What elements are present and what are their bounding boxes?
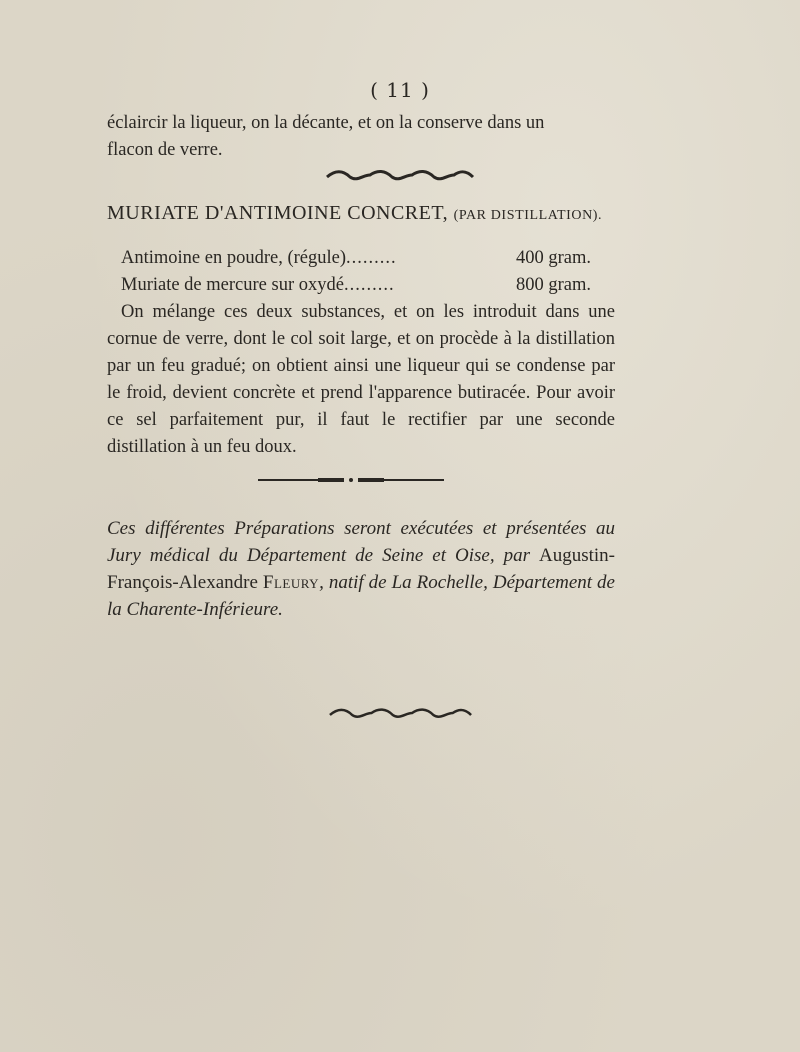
recipe-instructions: On mélange ces deux substances, et on les introduit dans une cornue de verre, dont le col soit large, et on procède à la distillation par un feu gradué; on obtient ainsi une liqueur qui se condense par le froid, devient concrète et prend l'apparence butiracée. Pour avoir ce sel parfaitement pur, il faut le rectifier par une seconde distillation à un feu doux. <box>107 302 615 457</box>
section-heading <box>107 202 627 225</box>
ingredient-row <box>107 245 591 272</box>
wave-ornament-top <box>0 168 800 187</box>
heading-main: MURIATE D'ANTIMOINE CONCRET, <box>107 202 449 224</box>
credits-origin: , natif de La Rochelle, Département de la Charente-Inférieure. <box>107 572 615 620</box>
heading-sub: (PAR DISTILLATION). <box>453 208 603 223</box>
page-number: ( 11 ) <box>370 78 430 102</box>
ingredient-row <box>107 272 591 299</box>
ingredient-name: Muriate de mercure sur oxydé <box>121 275 344 295</box>
continuation-paragraph <box>107 110 615 164</box>
ingredient-quantity: 800 gram. <box>515 275 591 295</box>
ingredient-quantity: 400 gram. <box>515 248 591 268</box>
credits-paragraph <box>107 515 615 623</box>
credits-intro: Ces différentes Préparations seront exécutées et présentées au Jury médical du Département de Seine et Oise, par <box>107 518 615 566</box>
ingredient-leader: ......... <box>343 275 395 295</box>
author-surname: Fleury <box>262 572 320 593</box>
continuation-line-1: éclaircir la liqueur, on la décante, et on la conserve dans un <box>107 113 545 133</box>
ingredient-name: Antimoine en poudre, (régule) <box>121 248 347 268</box>
ingredient-leader: ......... <box>346 248 397 268</box>
continuation-line-2: flacon de verre. <box>107 140 223 160</box>
recipe-section <box>107 245 615 480</box>
wave-ornament-icon <box>325 169 475 183</box>
author-given-names: Augustin-François-Alexandre <box>107 545 615 593</box>
wave-ornament-bottom <box>0 706 800 725</box>
wave-ornament-icon <box>328 707 473 721</box>
divider-rule <box>258 478 444 482</box>
